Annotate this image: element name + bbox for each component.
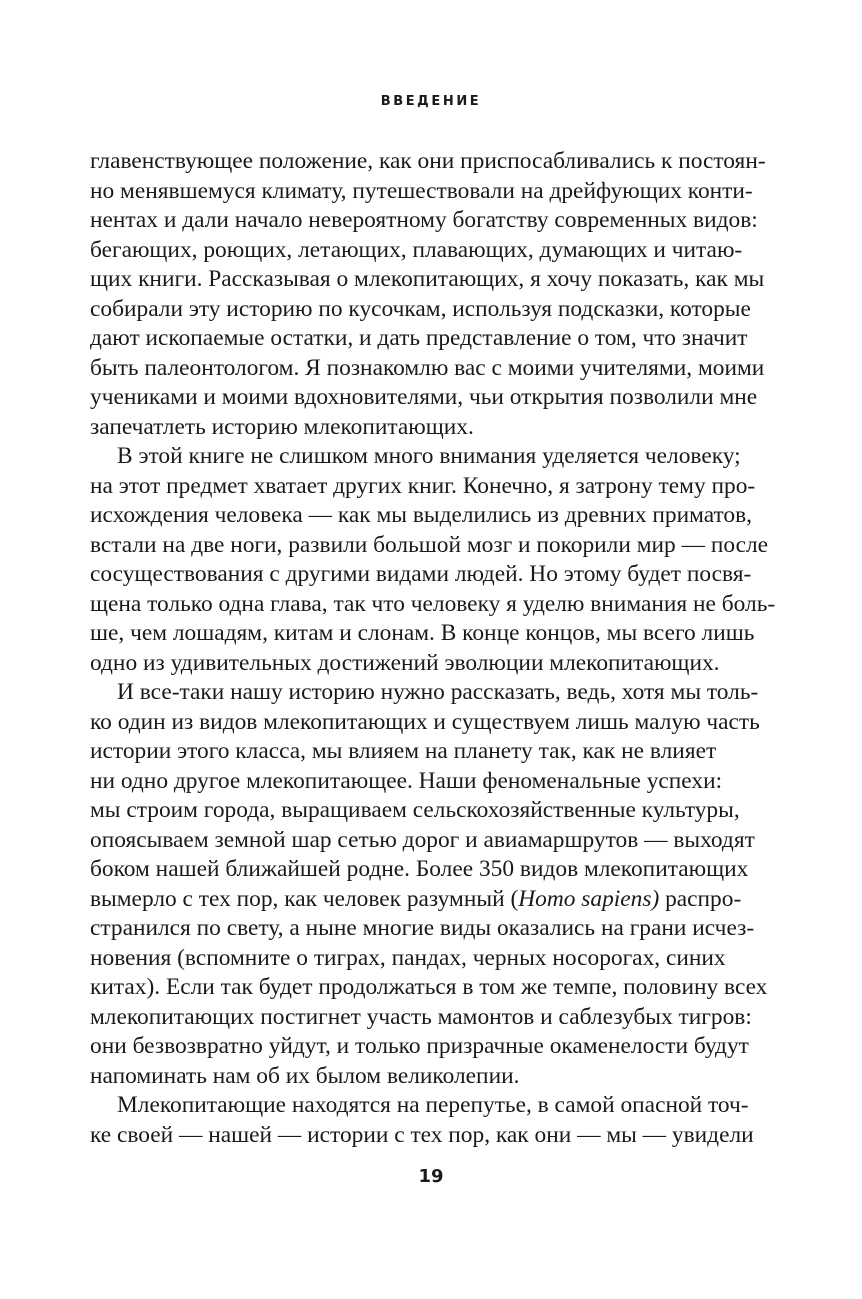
text-line: но менявшемуся климату, путешествовали на дрейфующих конти- — [90, 177, 753, 204]
text-line: быть палеонтологом. Я познакомлю вас с моими учителями, моими — [90, 354, 765, 381]
text-line: на этот предмет хватает других книг. Конечно, я затрону тему про- — [90, 472, 756, 499]
text-line: щих книги. Рассказывая о млекопитающих, я хочу показать, как мы — [90, 266, 765, 292]
text-line: странился по свету, а ныне многие виды оказались на грани исчез- — [90, 915, 755, 941]
text-line: запечатлеть историю млекопитающих. — [90, 413, 474, 440]
text-line: встали на две ноги, развили большой мозг и покорили мир — после — [90, 531, 769, 558]
text-line: главенствующее положение, как они приспосабливались к постоян- — [90, 148, 766, 174]
text-line: опоясываем земной шар сетью дорог и авиамаршрутов — выходят — [90, 826, 755, 853]
text-line: бегающих, роющих, летающих, плавающих, думающих и читаю- — [90, 236, 743, 263]
text-line: ше, чем лошадям, китам и слонам. В конце концов, мы всего лишь — [90, 620, 755, 646]
text-line: сосуществования с другими видами людей. Но этому будет посвя- — [90, 561, 752, 587]
text-line: собирали эту историю по кусочкам, используя подсказки, которые — [90, 295, 751, 322]
text-line: дают ископаемые остатки, и дать представление о том, что значит — [90, 325, 748, 351]
text-line: нентах и дали начало невероятному богатству современных видов: — [90, 207, 758, 233]
text-run: вымерло с тех пор, как человек разумный ( — [90, 885, 519, 912]
text-line: китах). Если так будет продолжаться в том же темпе, половину всех — [90, 974, 768, 1000]
text-line: Млекопитающие находятся на перепутье, в самой опасной точ- — [117, 1092, 749, 1118]
text-line: мы строим города, выращиваем сельскохозяйственные культуры, — [90, 797, 740, 823]
species-name-italic: Homo sapiens) — [518, 885, 660, 912]
text-line: В этой книге не слишком много внимания уделяется человеку; — [117, 443, 741, 469]
body-text — [90, 147, 776, 1150]
text-line: новения (вспомните о тиграх, пандах, черных носорогах, синих — [90, 944, 726, 971]
page-number: 19 — [418, 1166, 444, 1187]
text-run: распро- — [659, 885, 742, 912]
text-line — [90, 885, 742, 915]
text-line: ни одно другое млекопитающее. Наши феноменальные успехи: — [90, 767, 723, 794]
text-line: И все-таки нашу историю нужно рассказать, ведь, хотя мы толь- — [117, 679, 759, 705]
running-head: ВВЕДЕНИЕ — [380, 94, 482, 109]
text-line: млекопитающих постигнет участь мамонтов и саблезубых тигров: — [90, 1003, 752, 1030]
text-line: учениками и моими вдохновителями, чьи открытия позволили мне — [90, 384, 758, 410]
text-line: истории этого класса, мы влияем на планету так, как не влияет — [90, 738, 717, 764]
text-line: ке своей — нашей — истории с тех пор, как они — мы — увидели — [90, 1121, 754, 1148]
text-line: одно из удивительных достижений эволюции млекопитающих. — [90, 649, 720, 676]
text-line: щена только одна глава, так что человеку я уделю внимания не боль- — [90, 590, 776, 617]
text-line: напоминать нам об их былом великолепии. — [90, 1062, 520, 1089]
text-line: они безвозвратно уйдут, и только призрачные окаменелости будут — [90, 1033, 749, 1059]
text-line: ко один из видов млекопитающих и существуем лишь малую часть — [90, 708, 760, 735]
text-line: исхождения человека — как мы выделились из древних приматов, — [90, 502, 753, 528]
text-line: боком нашей ближайшей родне. Более 350 видов млекопитающих — [90, 856, 749, 882]
